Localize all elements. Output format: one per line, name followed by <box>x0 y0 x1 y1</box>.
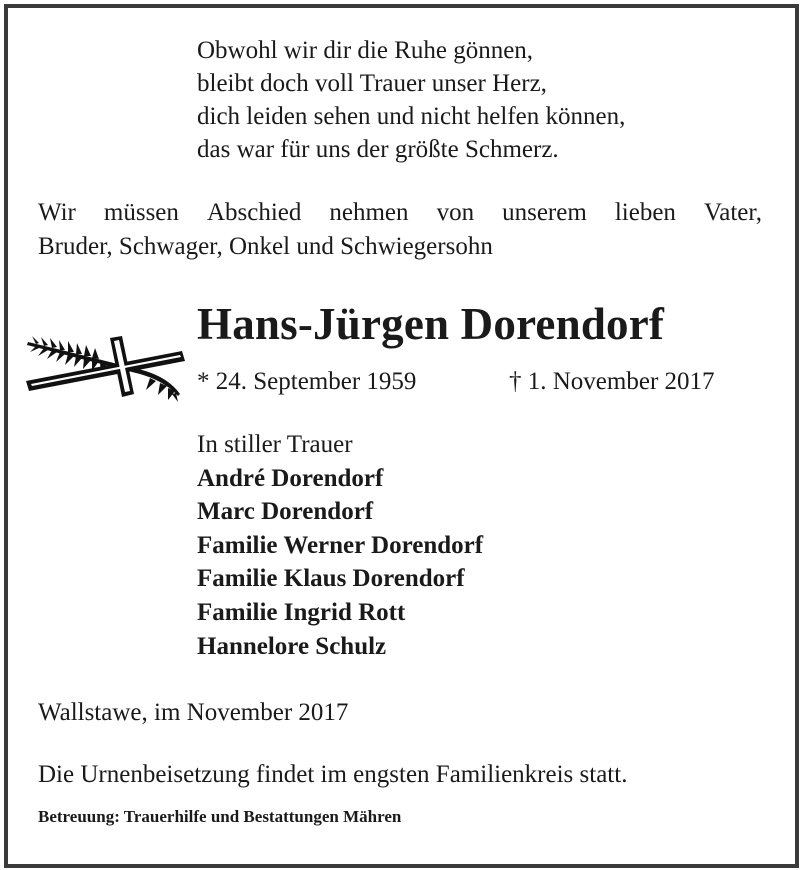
mourner-name: Familie Ingrid Rott <box>197 598 406 626</box>
mourner-name: André Dorendorf <box>197 464 384 492</box>
mourner-name: Marc Dorendorf <box>197 498 374 526</box>
mourner-name: Familie Klaus Dorendorf <box>197 565 465 593</box>
cross-with-palm-branch-icon <box>22 328 192 413</box>
intro-word: Vater, <box>703 199 762 226</box>
intro-word: unserem <box>502 199 587 226</box>
life-dates <box>197 366 715 398</box>
intro-word: müssen <box>103 199 179 226</box>
poem-line: bleibt doch voll Trauer unser Herz, <box>197 70 547 97</box>
mourner-name: Familie Werner Dorendorf <box>197 531 484 559</box>
funeral-home-credit: Betreuung: Trauerhilfe und Bestattungen Mähren <box>38 807 402 826</box>
poem-line: das war für uns der größte Schmerz. <box>197 136 559 163</box>
poem-line: dich leiden sehen und nicht helfen können, <box>197 103 626 130</box>
urn-burial-notice: Die Urnenbeisetzung findet im engsten Familienkreis statt. <box>38 761 628 788</box>
poem <box>197 34 625 166</box>
intro-text <box>38 196 762 264</box>
deceased-name: Hans-Jürgen Dorendorf <box>197 299 665 349</box>
poem-line: Obwohl wir dir die Ruhe gönnen, <box>197 37 534 64</box>
intro-word: von <box>436 199 475 226</box>
intro-word: Abschied <box>206 199 302 226</box>
intro-line-2: Bruder, Schwager, Onkel und Schwiegersohn <box>38 233 493 260</box>
intro-word: Wir <box>38 199 76 226</box>
intro-word: nehmen <box>329 199 409 226</box>
birth-date: * 24. September 1959 <box>197 368 417 395</box>
place-and-date: Wallstawe, im November 2017 <box>38 699 349 726</box>
mourners-header: In stiller Trauer <box>197 431 353 458</box>
death-date: † 1. November 2017 <box>509 368 715 395</box>
intro-word: lieben <box>614 199 676 226</box>
intro-line-1 <box>38 196 762 230</box>
mourners-list <box>197 428 483 663</box>
mourner-name: Hannelore Schulz <box>197 632 387 660</box>
